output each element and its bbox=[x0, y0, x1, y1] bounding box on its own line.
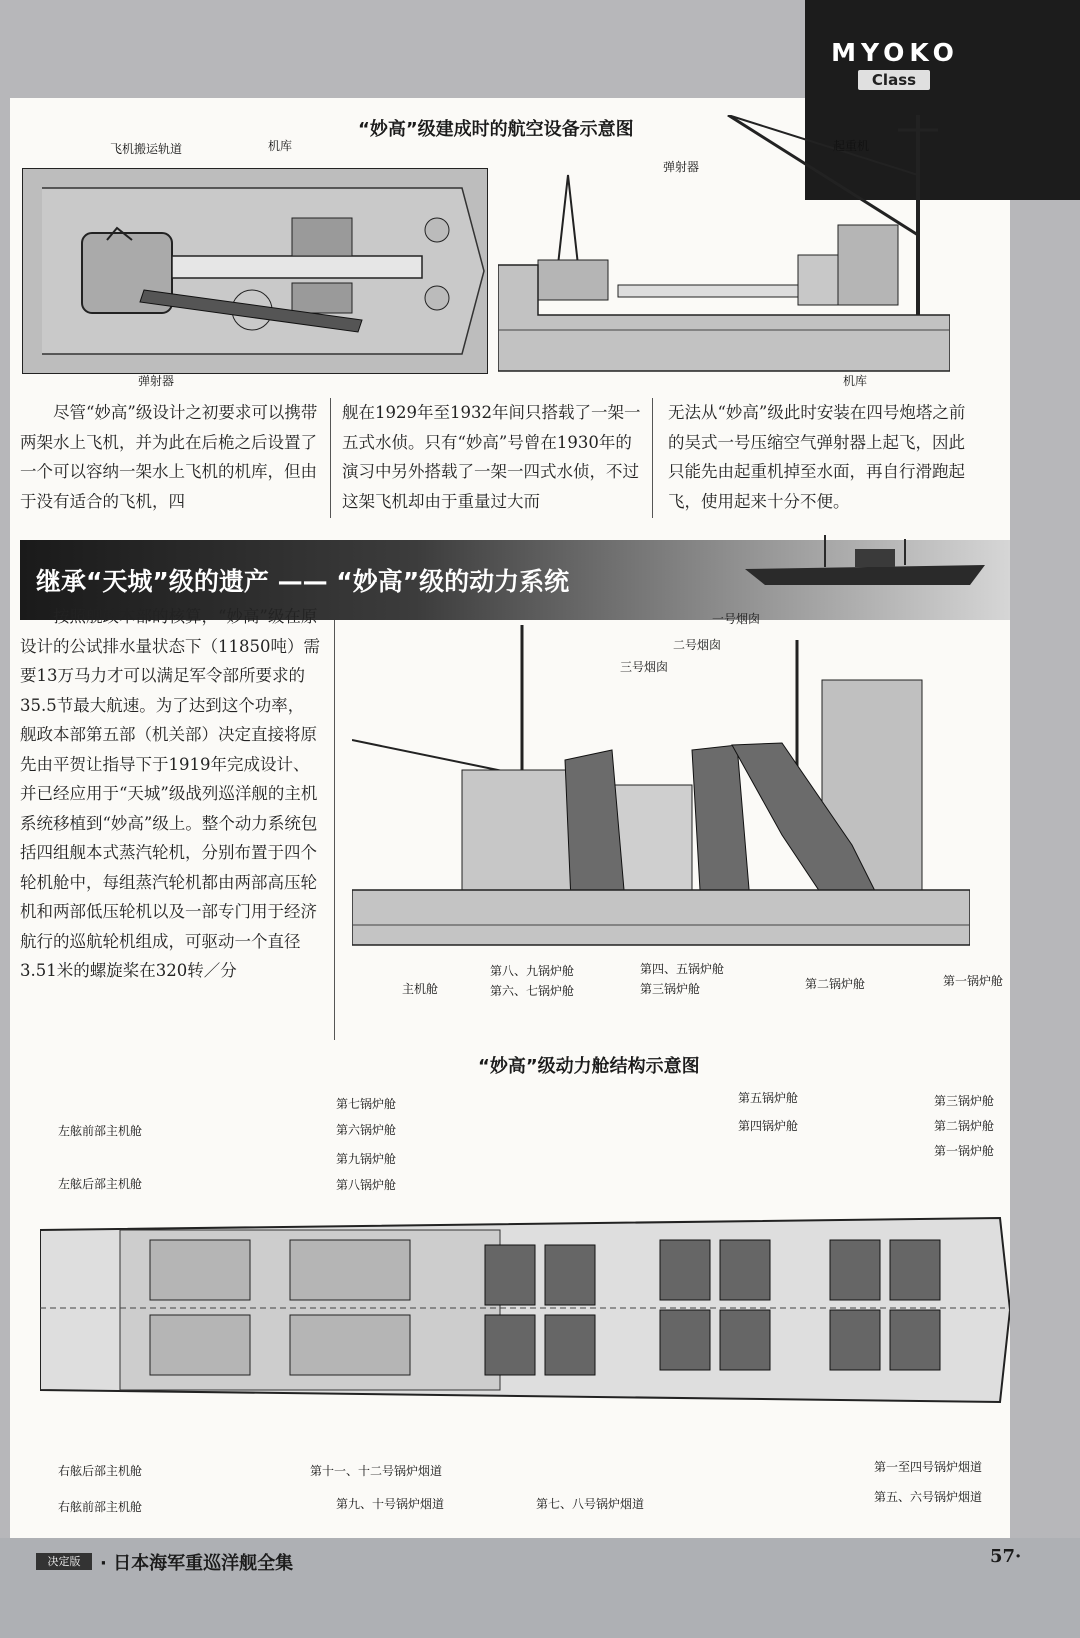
label-boiler-2-plan: 第二锅炉舱 bbox=[934, 1119, 995, 1133]
label-boiler-5-plan: 第五锅炉舱 bbox=[738, 1091, 799, 1105]
label-uptake-7-8: 第七、八号锅炉烟道 bbox=[536, 1497, 645, 1511]
label-hangar-side: 机库 bbox=[843, 374, 868, 388]
label-crane: 起重机 bbox=[833, 139, 870, 153]
class-tab-title: MYOKO bbox=[831, 38, 959, 67]
label-boiler-8-plan: 第八锅炉舱 bbox=[336, 1178, 397, 1192]
section-title: 继承“天城”级的遗产 —— “妙高”级的动力系统 bbox=[36, 567, 570, 596]
text-column-1: 尽管“妙高”级设计之初要求可以携带两架水上飞机，并为此在后桅之后设置了一个可以容纳一架水上飞机的机库，但由于没有适合的飞机，四 bbox=[20, 403, 318, 511]
label-uptake-1-4: 第一至四号锅炉烟道 bbox=[874, 1460, 983, 1474]
page-number: 57· bbox=[990, 1546, 1022, 1567]
label-aircraft-rail: 飞机搬运轨道 bbox=[110, 142, 183, 156]
footer-badge: 决定版 bbox=[36, 1553, 92, 1570]
label-catapult-side: 弹射器 bbox=[663, 160, 700, 174]
label-main-engine-room: 主机舱 bbox=[402, 982, 439, 996]
text-column-2: 舰在1929年至1932年间只搭载了一架一五式水侦。只有“妙高”号曾在1930年的演习中另外搭载了一架一四式水侦，不过这架飞机却由于重量过大而 bbox=[342, 403, 641, 511]
figure2-title: “妙高”级动力舱结构示意图 bbox=[478, 1056, 700, 1077]
powerplant-plan-drawing bbox=[40, 1210, 1010, 1410]
label-funnel-2: 二号烟囱 bbox=[673, 638, 722, 652]
label-boiler-8-9: 第八、九锅炉舱 bbox=[490, 964, 575, 978]
aviation-plan-drawing bbox=[22, 168, 488, 374]
label-uptake-11-12: 第十一、十二号锅炉烟道 bbox=[310, 1464, 443, 1478]
label-boiler-7-plan: 第七锅炉舱 bbox=[336, 1097, 397, 1111]
label-boiler-1: 第一锅炉舱 bbox=[943, 974, 1004, 988]
class-tab-subtitle: Class bbox=[858, 70, 930, 90]
banner-ship-icon bbox=[745, 535, 995, 590]
label-funnel-1: 一号烟囱 bbox=[712, 612, 761, 626]
label-boiler-3: 第三锅炉舱 bbox=[640, 982, 701, 996]
label-left-aft-engine: 左舷后部主机舱 bbox=[58, 1177, 143, 1191]
label-boiler-3-plan: 第三锅炉舱 bbox=[934, 1094, 995, 1108]
label-uptake-9-10: 第九、十号锅炉烟道 bbox=[336, 1497, 445, 1511]
label-boiler-4-5: 第四、五锅炉舱 bbox=[640, 962, 725, 976]
label-boiler-2: 第二锅炉舱 bbox=[805, 977, 866, 991]
label-funnel-3: 三号烟囱 bbox=[620, 660, 669, 674]
label-boiler-6-7: 第六、七锅炉舱 bbox=[490, 984, 575, 998]
footer-book-title: · 日本海军重巡洋舰全集 bbox=[100, 1553, 294, 1574]
label-boiler-4-plan: 第四锅炉舱 bbox=[738, 1119, 799, 1133]
label-left-fwd-engine: 左舷前部主机舱 bbox=[58, 1124, 143, 1138]
label-uptake-5-6: 第五、六号锅炉烟道 bbox=[874, 1490, 983, 1504]
label-boiler-9-plan: 第九锅炉舱 bbox=[336, 1152, 397, 1166]
text-power-system: 按照舰政本部的核算，“妙高”级在原设计的公试排水量状态下（11850吨）需要13万马力才可以满足军令部所要求的35.5节最大航速。为了达到这个功率，舰政本部第五部（机关部）决定直接将原先由平贺让指导下于1919年完成设计、并已经应用于“天城”级战列巡洋舰的主机系统移植到“妙高”级上。整个动力系统包括四组舰本式蒸汽轮机，分别布置于四个轮机舱中，每组蒸汽轮机都由两部高压轮机和两部低压轮机以及一部专门用于经济航行的巡航轮机组成，可驱动一个直径3.51米的螺旋桨在320转／分 bbox=[20, 607, 320, 980]
powerplant-side-drawing bbox=[352, 625, 970, 975]
label-right-fwd-engine: 右舷前部主机舱 bbox=[58, 1500, 143, 1514]
label-boiler-1-plan: 第一锅炉舱 bbox=[934, 1144, 995, 1158]
aviation-side-drawing bbox=[498, 115, 950, 375]
column-divider-2 bbox=[652, 398, 653, 518]
label-right-aft-engine: 右舷后部主机舱 bbox=[58, 1464, 143, 1478]
label-hangar-top: 机库 bbox=[268, 139, 293, 153]
label-boiler-6-plan: 第六锅炉舱 bbox=[336, 1123, 397, 1137]
text-column-3: 无法从“妙高”级此时安装在四号炮塔之前的吴式一号压缩空气弹射器上起飞，因此只能先由起重机掉至水面，再自行滑跑起飞，使用起来十分不便。 bbox=[668, 403, 966, 511]
column-divider-3 bbox=[334, 620, 335, 1040]
figure1-title: “妙高”级建成时的航空设备示意图 bbox=[358, 119, 634, 140]
column-divider-1 bbox=[330, 398, 331, 518]
label-catapult-top: 弹射器 bbox=[138, 374, 175, 388]
